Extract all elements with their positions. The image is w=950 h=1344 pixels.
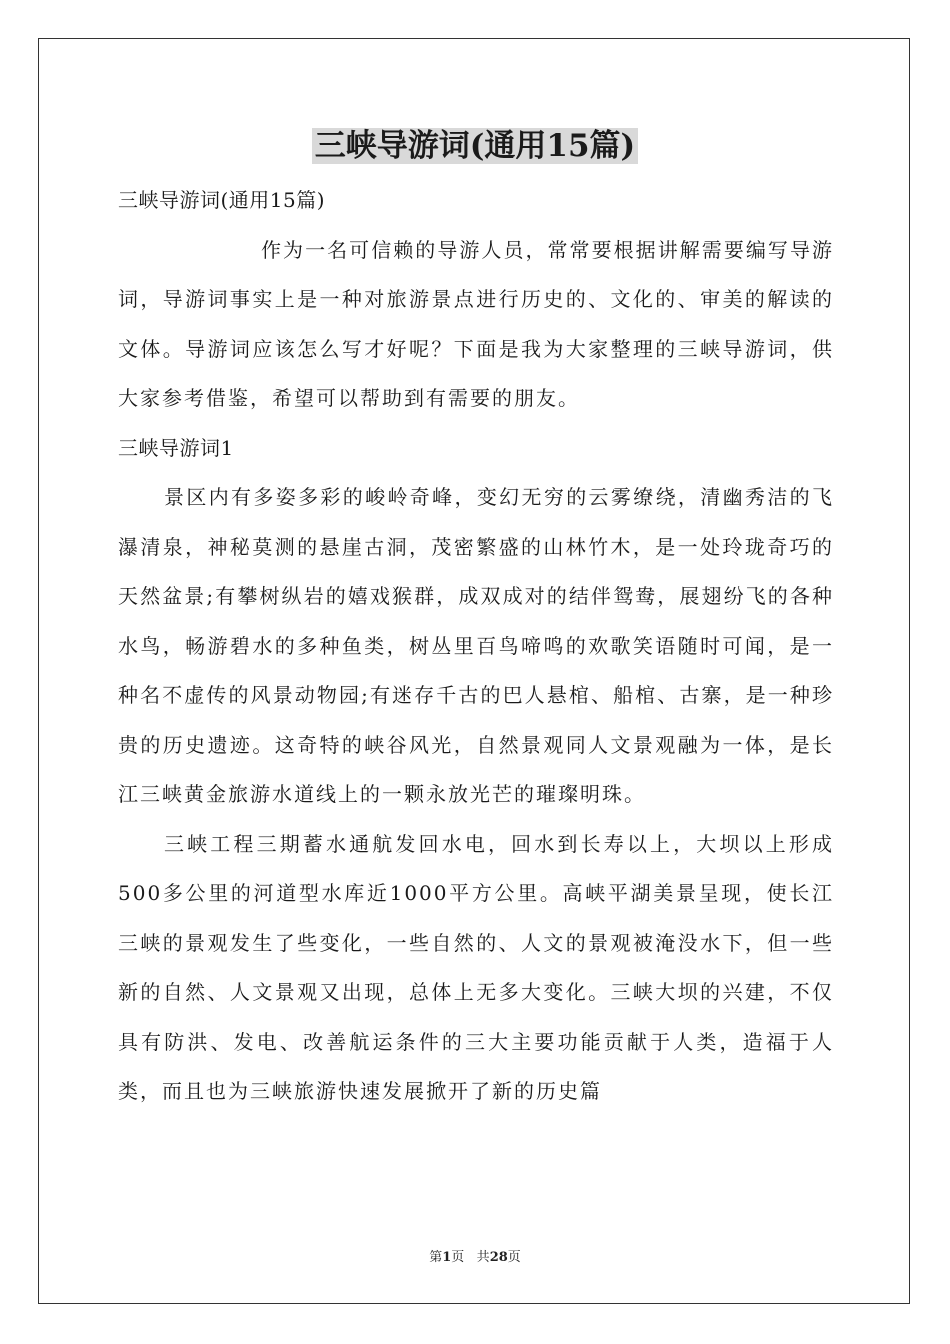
footer-page-suffix: 页 — [451, 1250, 465, 1265]
body-paragraph-1: 景区内有多姿多彩的峻岭奇峰，变幻无穷的云雾缭绕，清幽秀洁的飞瀑清泉，神秘莫测的悬崖古洞，茂密繁盛的山林竹木，是一处玲珑奇巧的天然盆景;有攀树纵岩的嬉戏猴群，成双成对的结伴鸳鸯，展翅纷飞的各种水鸟，畅游碧水的多种鱼类，树丛里百鸟啼鸣的欢歌笑语随时可闻，是一种名不虚传的风景动物园;有迷存千古的巴人悬棺、船棺、古寨，是一种珍贵的历史遗迹。这奇特的峡谷风光，自然景观同人文景观融为一体，是长江三峡黄金旅游水道线上的一颗永放光芒的璀璨明珠。 — [118, 485, 834, 806]
page-footer — [0, 1246, 950, 1265]
footer-page-prefix: 第 — [429, 1250, 443, 1265]
document-subtitle: 三峡导游词(通用15篇) — [118, 188, 326, 212]
body-paragraph-2: 三峡工程三期蓄水通航发回水电，回水到长寿以上，大坝以上形成500多公里的河道型水库近1000平方公里。高峡平湖美景呈现，使长江三峡的景观发生了些变化，一些自然的、人文的景观被淹没水下，但一些新的自然、人文景观又出现，总体上无多大变化。三峡大坝的兴建，不仅具有防洪、发电、改善航运条件的三大主要功能贡献于人类，造福于人类，而且也为三峡旅游快速发展掀开了新的历史篇 — [118, 831, 834, 1103]
footer-total-suffix: 页 — [507, 1250, 521, 1265]
document-title — [0, 124, 950, 168]
footer-page-number: 1 — [442, 1250, 452, 1265]
footer-total-prefix: 共 — [476, 1250, 490, 1265]
section-heading: 三峡导游词1 — [118, 435, 234, 460]
intro-paragraph: 作为一名可信赖的导游人员，常常要根据讲解需要编写导游词，导游词事实上是一种对旅游景点进行历史的、文化的、审美的解读的文体。导游词应该怎么写才好呢？下面是我为大家整理的三峡导游词，供大家参考借鉴，希望可以帮助到有需要的朋友。 — [118, 237, 834, 410]
document-title-text: 三峡导游词(通用15篇) — [312, 128, 638, 164]
footer-total-pages: 28 — [489, 1250, 508, 1265]
document-body — [118, 176, 834, 1117]
